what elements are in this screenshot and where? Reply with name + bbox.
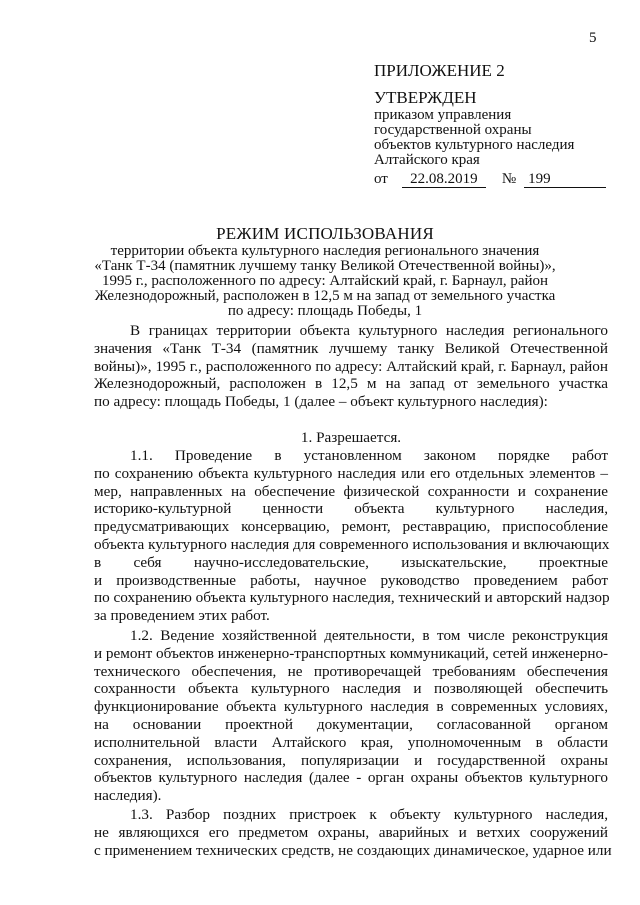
- text-line: по сохранению объекта культурного наследия или его отдельных элементов –: [94, 464, 608, 482]
- text-line: технического обеспечения, не противоречащей требованиям обеспечения: [94, 662, 608, 680]
- date-prefix: от: [374, 171, 388, 187]
- text-line: В границах территории объекта культурного наследия регионального: [130, 322, 608, 339]
- text-line: по сохранению объекта культурного наследия, технический и авторский надзор: [94, 589, 610, 607]
- text-line: историко-культурной ценности объекта культурного наследия,: [94, 500, 608, 518]
- intro-paragraph: [94, 322, 608, 411]
- text-line: 1.3. Разбор поздних пристроек к объекту культурного наследия,: [130, 806, 608, 823]
- order-number: 199: [524, 171, 606, 188]
- text-line: исполнительной власти Алтайского края, уполномоченным в области: [94, 733, 608, 751]
- text-line: не являющихся его предметом охраны, аварийных и ветхих сооружений: [94, 823, 608, 841]
- title-line: территории объекта культурного наследия регионального значения: [110, 243, 540, 259]
- item-1-1: [94, 447, 608, 625]
- appendix-label: ПРИЛОЖЕНИЕ 2: [374, 61, 505, 80]
- text-line: функционирование объекта культурного наследия в современных условиях,: [94, 698, 608, 716]
- text-line: и ремонт объектов инженерно-транспортных коммуникаций, сетей инженерно-: [94, 644, 609, 662]
- text-line: с применением технических средств, не создающих динамическое, ударное или: [94, 841, 612, 859]
- page-number: 5: [589, 30, 597, 46]
- text-line: объектов культурного наследия (далее - орган охраны объектов культурного: [94, 769, 608, 787]
- order-line: приказом управления: [374, 107, 512, 123]
- text-line: и производственные работы, научное руководство проведением работ: [94, 571, 608, 589]
- text-line: 1.1. Проведение в установленном законом порядке работ: [130, 447, 608, 464]
- order-line: объектов культурного наследия: [374, 137, 575, 153]
- text-line: сохранения, использования, популяризации и государственной охраны: [94, 751, 608, 769]
- title-line: «Танк Т-34 (памятник лучшему танку Великой Отечественной войны)»,: [94, 258, 556, 274]
- text-line: наследия).: [94, 787, 162, 805]
- text-line: войны)», 1995 г., расположенного по адресу: Алтайский край, г. Барнаул, район: [94, 357, 608, 375]
- approved-label: УТВЕРЖДЕН: [374, 88, 477, 107]
- title-line: 1995 г., расположенного по адресу: Алтайский край, г. Барнаул, район: [101, 273, 549, 289]
- item-1-3: [94, 806, 612, 859]
- text-line: 1.2. Ведение хозяйственной деятельности, в том числе реконструкция: [130, 627, 608, 644]
- section-heading: 1. Разрешается.: [300, 429, 402, 446]
- approval-stamp: [374, 60, 624, 188]
- order-date-row: [374, 170, 624, 188]
- text-line: Железнодорожный, расположен в 12,5 м на запад от земельного участка: [94, 375, 608, 393]
- document-title-block: [90, 224, 560, 319]
- text-line: в себя научно-исследовательские, изыскательские, проектные: [94, 553, 608, 571]
- order-date: 22.08.2019: [402, 171, 486, 188]
- document-title: РЕЖИМ ИСПОЛЬЗОВАНИЯ: [216, 224, 434, 243]
- text-line: по адресу: площадь Победы, 1 (далее – объект культурного наследия):: [94, 393, 548, 411]
- text-line: мер, направленных на обеспечение физической сохранности и сохранение: [94, 482, 608, 500]
- order-line: государственной охраны: [374, 122, 532, 138]
- number-sign: №: [501, 171, 517, 187]
- title-line: Железнодорожный, расположен в 12,5 м на запад от земельного участка: [94, 288, 556, 304]
- text-line: сохранности объекта культурного наследия и позволяющей обеспечить: [94, 680, 608, 698]
- text-line: за проведением этих работ.: [94, 607, 270, 625]
- text-line: значения «Танк Т-34 (памятник лучшему танку Великой Отечественной: [94, 339, 608, 357]
- text-line: на основании проектной документации, согласованной органом: [94, 715, 608, 733]
- item-1-2: [94, 627, 608, 805]
- text-line: объекта культурного наследия для современного использования и включающих: [94, 535, 610, 553]
- order-line: Алтайского края: [374, 152, 480, 168]
- text-line: предусматривающих консервацию, ремонт, реставрацию, приспособление: [94, 518, 608, 536]
- title-line: по адресу: площадь Победы, 1: [227, 303, 423, 319]
